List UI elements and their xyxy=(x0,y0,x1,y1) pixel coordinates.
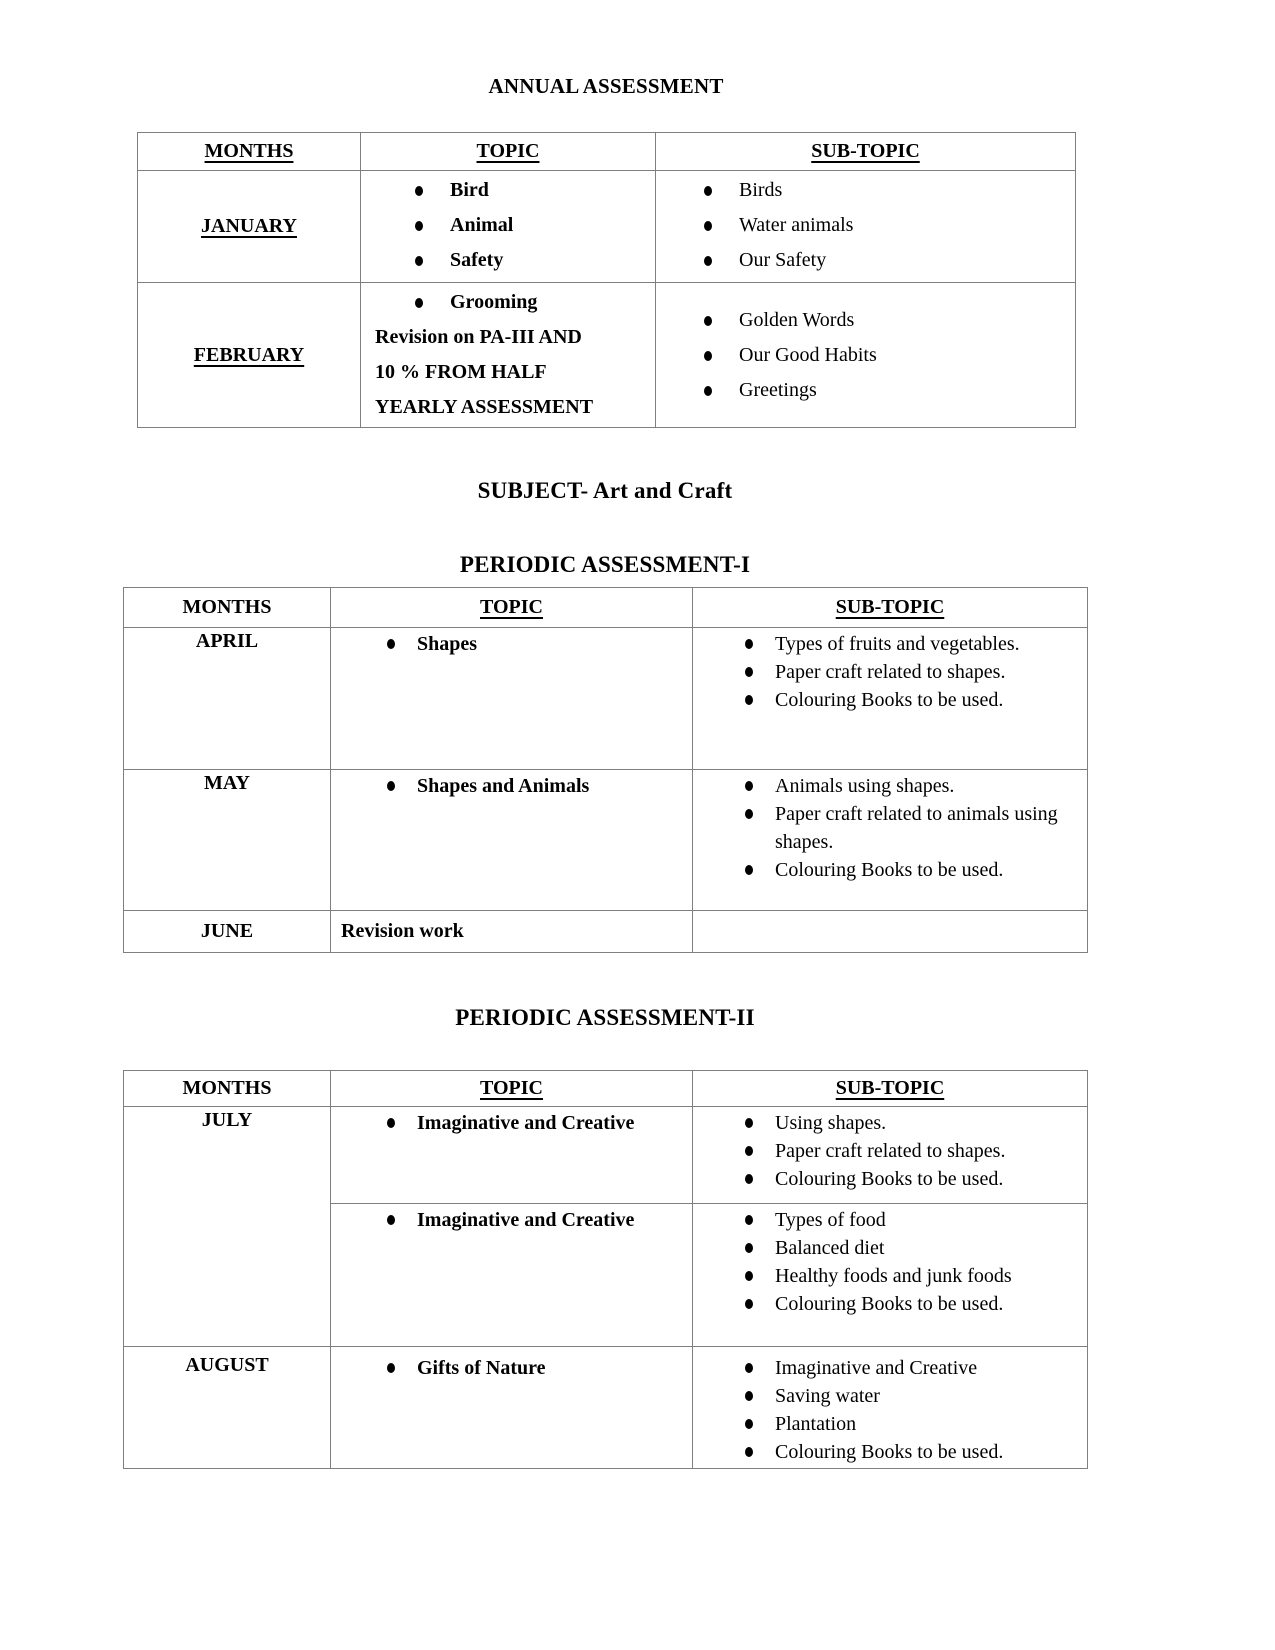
bullet-item xyxy=(415,285,647,320)
topic-note-line: Revision on PA-III AND xyxy=(375,326,582,348)
bullet-icon xyxy=(745,1299,753,1309)
bullet-icon xyxy=(704,186,712,196)
topic-cell-june xyxy=(331,911,693,953)
bullet-text: Colouring Books to be used. xyxy=(775,859,1004,881)
bullet-text: Grooming xyxy=(450,291,538,313)
bullet-icon xyxy=(387,639,395,649)
bullet-text: Colouring Books to be used. xyxy=(775,1441,1004,1463)
bullet-icon xyxy=(415,298,423,308)
topic-list xyxy=(339,772,684,800)
month-cell-may: MAY xyxy=(124,770,331,911)
column-header-sub-topic: SUB-TOPIC xyxy=(693,588,1088,628)
bullet-item xyxy=(745,1290,1079,1318)
bullet-icon xyxy=(745,1419,753,1429)
bullet-icon xyxy=(745,809,753,819)
bullet-text: Water animals xyxy=(739,214,854,236)
topic-cell-july-1 xyxy=(331,1107,693,1204)
column-header-months: MONTHS xyxy=(124,588,331,628)
topic-cell-may xyxy=(331,770,693,911)
bullet-icon xyxy=(745,1146,753,1156)
bullet-text: Greetings xyxy=(739,378,817,401)
column-header-topic: TOPIC xyxy=(331,588,693,628)
bullet-icon xyxy=(704,256,712,266)
table-row-august xyxy=(124,1347,1088,1469)
table-row-june xyxy=(124,911,1088,953)
subtopic-cell-august xyxy=(693,1347,1088,1469)
bullet-icon xyxy=(704,351,712,361)
table-row-february xyxy=(138,283,1076,428)
bullet-icon xyxy=(415,256,423,266)
bullet-text: Imaginative and Creative xyxy=(417,1112,635,1134)
topic-list xyxy=(369,173,647,278)
bullet-item xyxy=(704,373,1067,408)
bullet-item xyxy=(745,1165,1079,1193)
annual-assessment-table xyxy=(137,132,1076,428)
bullet-icon xyxy=(745,1271,753,1281)
bullet-item xyxy=(704,303,1067,338)
bullet-icon xyxy=(415,221,423,231)
topic-list xyxy=(339,630,684,658)
periodic-assessment-1-table xyxy=(123,587,1088,953)
bullet-item xyxy=(745,1438,1079,1466)
bullet-text: Bird xyxy=(450,179,489,201)
bullet-icon xyxy=(745,1391,753,1401)
periodic-assessment-2-table xyxy=(123,1070,1088,1469)
topic-cell-august xyxy=(331,1347,693,1469)
bullet-item xyxy=(745,800,1079,856)
subtopic-list xyxy=(701,1206,1079,1318)
bullet-item xyxy=(745,1410,1079,1438)
subtopic-cell-july-2 xyxy=(693,1204,1088,1347)
subtopic-list xyxy=(701,1354,1079,1466)
topic-list xyxy=(339,1354,684,1382)
bullet-item xyxy=(745,1234,1079,1262)
subtopic-cell-january xyxy=(656,171,1076,283)
bullet-icon xyxy=(745,781,753,791)
bullet-text: Birds xyxy=(739,179,783,201)
bullet-item xyxy=(745,772,1079,800)
topic-cell-january xyxy=(361,171,656,283)
bullet-text: Colouring Books to be used. xyxy=(775,1168,1004,1190)
bullet-icon xyxy=(745,695,753,705)
bullet-text: Our Safety xyxy=(739,249,827,271)
bullet-icon xyxy=(745,639,753,649)
bullet-icon xyxy=(387,781,395,791)
bullet-item xyxy=(415,208,647,243)
subtopic-list xyxy=(701,630,1079,714)
bullet-item xyxy=(704,208,1067,243)
bullet-item xyxy=(745,658,1079,686)
bullet-text: Animals using shapes. xyxy=(775,775,955,797)
bullet-icon xyxy=(415,186,423,196)
bullet-item xyxy=(415,243,647,278)
subtopic-cell-february xyxy=(656,283,1076,428)
bullet-text: Paper craft related to shapes. xyxy=(775,1140,1006,1162)
bullet-item xyxy=(745,630,1079,658)
subtopic-list xyxy=(664,173,1067,278)
bullet-text: Gifts of Nature xyxy=(417,1357,546,1379)
bullet-item xyxy=(387,630,684,658)
periodic-assessment-2-title: PERIODIC ASSESSMENT-II xyxy=(455,1005,755,1030)
subtopic-list xyxy=(664,303,1067,408)
table-row-july-segment-1 xyxy=(124,1107,1088,1204)
bullet-text: Imaginative and Creative xyxy=(417,1209,635,1231)
bullet-item xyxy=(415,173,647,208)
bullet-text: Colouring Books to be used. xyxy=(775,1293,1004,1315)
bullet-text: Saving water xyxy=(775,1385,880,1407)
bullet-icon xyxy=(745,1243,753,1253)
bullet-icon xyxy=(745,667,753,677)
topic-list xyxy=(369,285,647,320)
topic-cell-february xyxy=(361,283,656,428)
bullet-text: Types of fruits and vegetables. xyxy=(775,633,1020,655)
month-cell-january: JANUARY xyxy=(138,171,361,283)
bullet-text: Plantation xyxy=(775,1413,857,1435)
bullet-item xyxy=(745,1137,1079,1165)
bullet-icon xyxy=(704,221,712,231)
bullet-item xyxy=(704,338,1067,373)
subtopic-cell-june xyxy=(693,911,1088,953)
topic-cell-july-2 xyxy=(331,1204,693,1347)
bullet-text: Using shapes. xyxy=(775,1112,887,1134)
annual-assessment-title: ANNUAL ASSESSMENT xyxy=(488,74,724,98)
bullet-item xyxy=(387,772,684,800)
bullet-text: Colouring Books to be used. xyxy=(775,689,1004,711)
pa2-header-row xyxy=(124,1071,1088,1107)
topic-list xyxy=(339,1109,684,1137)
bullet-text: Animal xyxy=(450,214,514,236)
column-header-sub-topic: SUB-TOPIC xyxy=(693,1071,1088,1107)
bullet-icon xyxy=(704,316,712,326)
bullet-icon xyxy=(745,1118,753,1128)
bullet-icon xyxy=(387,1118,395,1128)
periodic-assessment-1-title: PERIODIC ASSESSMENT-I xyxy=(459,552,751,577)
month-cell-april: APRIL xyxy=(124,628,331,770)
month-cell-august: AUGUST xyxy=(124,1347,331,1469)
bullet-text: Safety xyxy=(450,249,504,271)
bullet-item xyxy=(745,856,1079,884)
column-header-months: MONTHS xyxy=(124,1071,331,1107)
bullet-icon xyxy=(745,1215,753,1225)
bullet-item xyxy=(387,1109,684,1137)
bullet-icon xyxy=(704,386,712,396)
bullet-item xyxy=(745,1109,1079,1137)
bullet-item xyxy=(387,1354,684,1382)
bullet-text: Imaginative and Creative xyxy=(775,1357,978,1379)
pa1-header-row xyxy=(124,588,1088,628)
table-row-april xyxy=(124,628,1088,770)
subject-title: SUBJECT- Art and Craft xyxy=(477,478,733,503)
bullet-text: Paper craft related to shapes. xyxy=(775,661,1006,683)
month-cell-february: FEBRUARY xyxy=(138,283,361,428)
subtopic-cell-may xyxy=(693,770,1088,911)
topic-note-line: YEARLY ASSESSMENT xyxy=(375,396,594,418)
bullet-text: Paper craft related to animals using shapes. xyxy=(775,803,1058,853)
subtopic-list xyxy=(701,1109,1079,1193)
table-row-january xyxy=(138,171,1076,283)
bullet-item xyxy=(704,243,1067,278)
topic-note-line: 10 % FROM HALF xyxy=(375,361,547,383)
bullet-text: Shapes xyxy=(417,633,478,655)
column-header-topic: TOPIC xyxy=(331,1071,693,1107)
bullet-item xyxy=(745,1382,1079,1410)
bullet-text: Healthy foods and junk foods xyxy=(775,1265,1012,1287)
subtopic-cell-july-1 xyxy=(693,1107,1088,1204)
bullet-icon xyxy=(745,1363,753,1373)
bullet-item xyxy=(745,1262,1079,1290)
annual-header-row xyxy=(138,133,1076,171)
bullet-icon xyxy=(745,1447,753,1457)
topic-plain-text: Revision work xyxy=(341,920,464,942)
bullet-item xyxy=(387,1206,684,1234)
bullet-item xyxy=(745,686,1079,714)
bullet-icon xyxy=(387,1215,395,1225)
column-header-sub-topic: SUB-TOPIC xyxy=(656,133,1076,171)
subtopic-cell-april xyxy=(693,628,1088,770)
bullet-item xyxy=(704,173,1067,208)
bullet-text: Our Good Habits xyxy=(739,343,877,366)
bullet-icon xyxy=(387,1363,395,1373)
column-header-topic: TOPIC xyxy=(361,133,656,171)
bullet-text: Shapes and Animals xyxy=(417,775,590,797)
topic-list xyxy=(339,1206,684,1234)
column-header-months: MONTHS xyxy=(138,133,361,171)
month-cell-july: JULY xyxy=(124,1107,331,1347)
month-cell-june: JUNE xyxy=(124,911,331,953)
bullet-item xyxy=(745,1206,1079,1234)
bullet-text: Balanced diet xyxy=(775,1237,885,1259)
bullet-icon xyxy=(745,1174,753,1184)
topic-cell-april xyxy=(331,628,693,770)
table-row-may xyxy=(124,770,1088,911)
bullet-icon xyxy=(745,865,753,875)
bullet-text: Golden Words xyxy=(739,308,855,331)
subtopic-list xyxy=(701,772,1079,884)
bullet-text: Types of food xyxy=(775,1209,886,1231)
bullet-item xyxy=(745,1354,1079,1382)
